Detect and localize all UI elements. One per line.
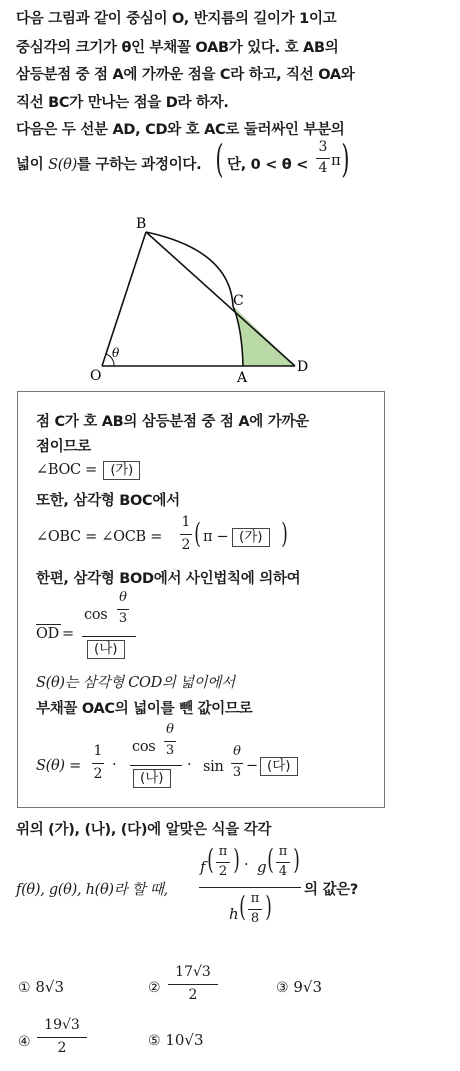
- s-cos-theta: θ: [166, 722, 174, 737]
- s-dot-1: ·: [112, 757, 117, 773]
- option-5-text: 10√3: [165, 1031, 204, 1049]
- cond-frac-bar: [316, 158, 330, 159]
- segment-OB: [102, 232, 146, 366]
- od-three: 3: [118, 611, 128, 626]
- s-main-bar: [130, 765, 182, 766]
- option-2-numer: 17√3: [175, 964, 211, 980]
- s-half-den: 2: [93, 766, 103, 782]
- option-4-den: 2: [57, 1040, 67, 1056]
- problem-line-6-c: 를 구하는 과정이다.: [76, 157, 202, 173]
- proof-line-4: 한편, 삼각형 BOD에서 사인법칙에 의하여: [36, 571, 301, 587]
- option-3-text: 9√3: [293, 978, 322, 996]
- angle-boc-line: [36, 461, 140, 480]
- segment-BD: [146, 232, 295, 366]
- problem-line-6-a: 넓이: [16, 157, 49, 173]
- q-g-pi: π: [278, 844, 288, 859]
- label-O: O: [90, 368, 102, 384]
- option-5-num: ⑤: [148, 1033, 161, 1049]
- blank-ga-2: (가): [232, 528, 270, 547]
- proof-line-3: 또한, 삼각형 BOC에서: [36, 493, 180, 509]
- problem-line-5: 다음은 두 선분 AD, CD와 호 AC로 둘러싸인 부분의: [16, 122, 345, 138]
- cond-open-paren: (: [215, 137, 224, 181]
- blank-na: (나): [87, 640, 125, 659]
- label-D: D: [297, 359, 309, 375]
- pi-minus: π −: [203, 529, 229, 545]
- problem-line-6: [16, 153, 201, 174]
- s-sin-bar: [231, 763, 243, 764]
- q-g: g: [257, 858, 267, 876]
- area-function: S(θ): [48, 157, 77, 173]
- q-h-close: ): [265, 890, 272, 923]
- label-C: C: [233, 293, 244, 309]
- sector-figure: [80, 208, 330, 388]
- q-f-open: (: [207, 843, 214, 876]
- q-f-bar: [216, 862, 230, 863]
- s-cos-three: 3: [165, 743, 175, 758]
- blank-da: (다): [260, 757, 298, 776]
- od-main-bar: [82, 636, 136, 637]
- option-4-num: ④: [18, 1034, 31, 1050]
- question-line-2: [16, 878, 168, 899]
- od-label: OD: [36, 626, 59, 642]
- label-theta: θ: [112, 346, 120, 360]
- option-2[interactable]: [148, 978, 161, 996]
- option-1-text: 8√3: [35, 978, 64, 996]
- proof-line-6: 부채꼴 OAC의 넓이를 뺀 값이므로: [36, 701, 253, 717]
- q-g-four: 4: [278, 864, 288, 879]
- od-overline: [36, 624, 61, 625]
- s-cos-bar: [164, 741, 176, 742]
- proof-line-5: [36, 671, 235, 692]
- od-inner-bar: [117, 609, 129, 610]
- od-theta: θ: [119, 590, 127, 605]
- half-num: 1: [181, 514, 191, 530]
- cond-text: 단, 0 < θ <: [227, 157, 309, 173]
- option-1[interactable]: [18, 978, 64, 996]
- s-cos: cos: [132, 739, 156, 755]
- half-bar: [180, 534, 192, 535]
- option-3[interactable]: [276, 978, 322, 996]
- option-4-bar: [37, 1037, 87, 1038]
- problem-line-2: 중심각의 크기가 θ인 부채꼴 OAB가 있다. 호 AB의: [16, 40, 339, 56]
- question-line-2-text: f(θ), g(θ), h(θ)라 할 때,: [16, 882, 168, 898]
- s-sin-theta: θ: [233, 744, 241, 759]
- angle-equality: ∠OBC = ∠OCB =: [36, 529, 163, 545]
- blank-ga: (가): [103, 461, 140, 480]
- s-sin-three: 3: [232, 765, 242, 780]
- question-line-1: 위의 (가), (나), (다)에 알맞은 식을 각각: [16, 822, 272, 838]
- q-g-close: ): [293, 843, 300, 876]
- q-h-pi: π: [250, 891, 260, 906]
- proof-line-1: 점 C가 호 AB의 삼등분점 중 점 A에 가까운: [36, 414, 309, 430]
- s-minus: −: [246, 758, 258, 774]
- s-half-bar: [92, 763, 104, 764]
- option-2-num: ②: [148, 980, 161, 996]
- option-5[interactable]: [148, 1031, 204, 1049]
- od-eq: =: [62, 626, 74, 642]
- angle-boc: ∠BOC =: [36, 462, 98, 478]
- q-main-bar: [199, 887, 301, 888]
- label-A: A: [237, 370, 248, 386]
- s-sin: sin: [203, 759, 224, 775]
- option-4-numer: 19√3: [44, 1017, 80, 1033]
- problem-line-4: 직선 BC가 만나는 점을 D라 하자.: [16, 95, 229, 111]
- od-cos: cos: [84, 607, 108, 623]
- s-half-num: 1: [93, 743, 103, 759]
- problem-line-1: 다음 그림과 같이 중심이 O, 반지름의 길이가 1이고: [16, 11, 337, 27]
- s-eq: S(θ) =: [36, 758, 81, 774]
- question-tail: 의 값은?: [304, 882, 358, 898]
- q-h: h: [229, 905, 239, 923]
- q-h-eight: 8: [250, 911, 260, 926]
- half-den: 2: [181, 537, 191, 553]
- proof-line-5-text: S(θ)는 삼각형 COD의 넓이에서: [36, 675, 235, 691]
- option-4[interactable]: [18, 1032, 31, 1050]
- q-f-close: ): [233, 843, 240, 876]
- label-B: B: [136, 216, 147, 232]
- s-dot-2: ·: [187, 757, 192, 773]
- q-f: f: [200, 858, 206, 876]
- option-1-num: ①: [18, 980, 31, 996]
- q-f-two: 2: [218, 864, 228, 879]
- close-paren: ): [281, 517, 288, 550]
- open-paren: (: [194, 517, 201, 550]
- q-h-open: (: [239, 890, 246, 923]
- q-g-bar: [276, 862, 290, 863]
- arc-AB: [146, 232, 243, 366]
- problem-line-3: 삼등분점 중 점 A에 가까운 점을 C라 하고, 직선 OA와: [16, 67, 355, 83]
- cond-frac-num: 3: [318, 139, 328, 155]
- cond-close-paren: ): [341, 137, 350, 181]
- blank-na-2: (나): [133, 769, 171, 788]
- cond-frac-den: 4: [318, 160, 328, 176]
- proof-line-2: 점이므로: [36, 439, 91, 455]
- q-g-open: (: [267, 843, 274, 876]
- option-3-num: ③: [276, 980, 289, 996]
- q-h-bar: [248, 909, 262, 910]
- option-2-den: 2: [188, 987, 198, 1003]
- cond-pi: π: [331, 151, 341, 169]
- q-f-pi: π: [218, 844, 228, 859]
- option-2-bar: [168, 984, 218, 985]
- q-dot: ·: [244, 857, 249, 873]
